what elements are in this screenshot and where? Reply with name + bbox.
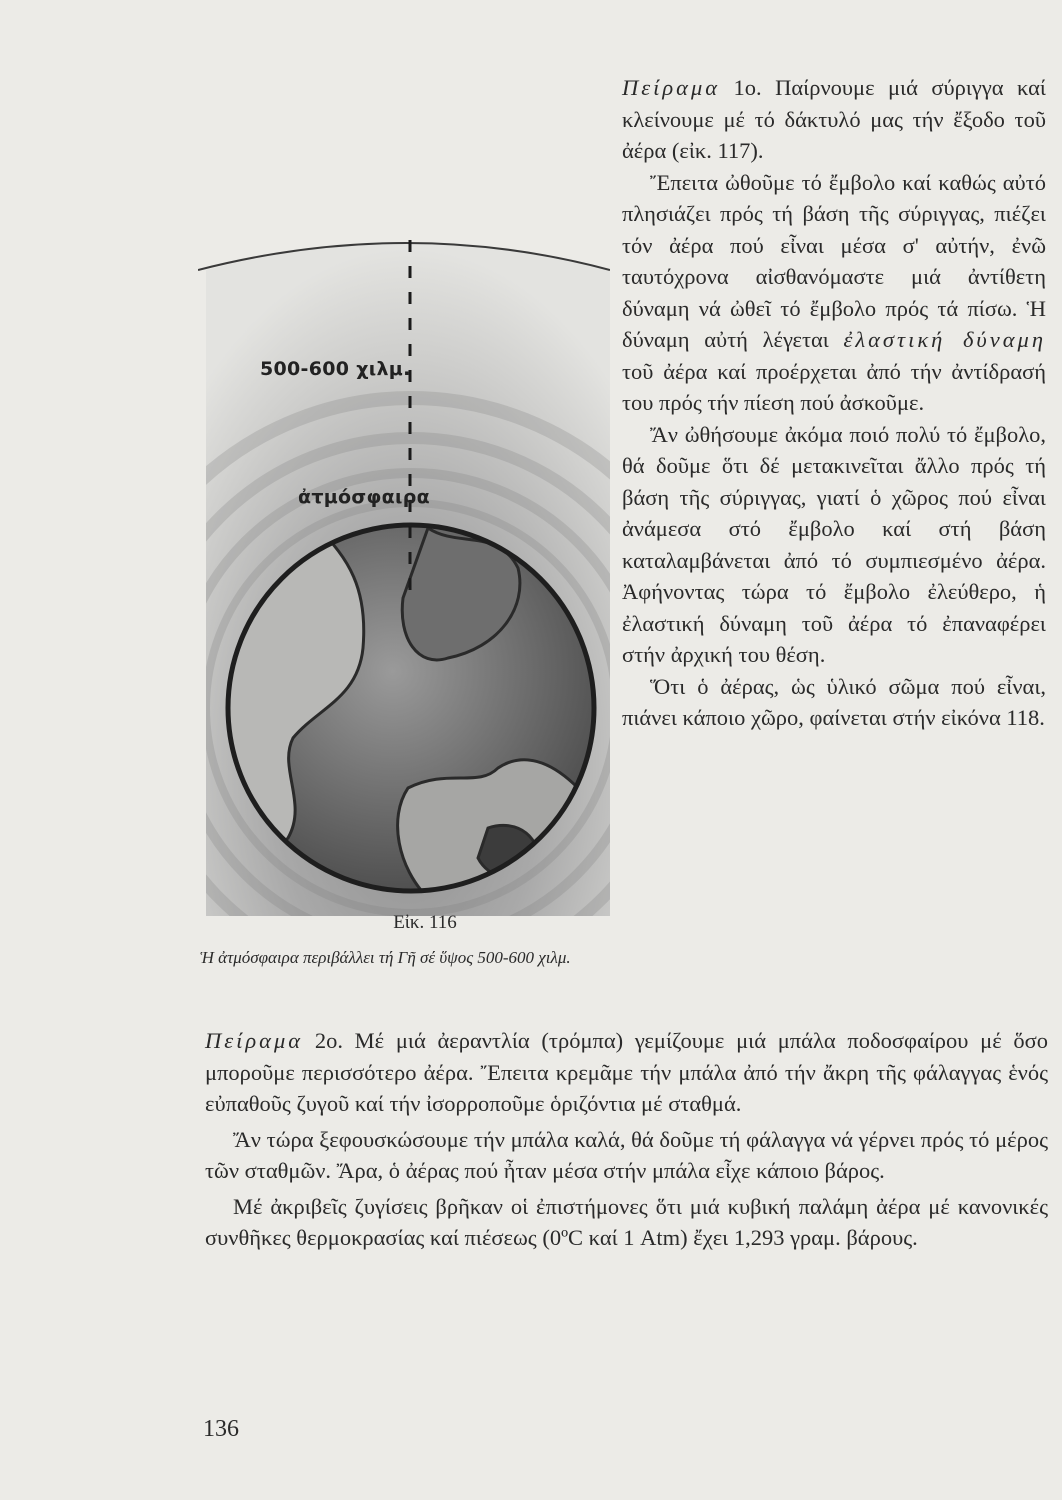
experiment-1-text: 1ο. Παίρνουμε μιά σύριγγα καί κλείνουμε μέ τό δάκτυλό μας τήν ἔξοδο τοῦ ἀέρα (εἰκ. 117). <box>622 75 1046 163</box>
right-column-text <box>622 72 1046 734</box>
figure-caption <box>200 912 620 971</box>
experiment-2-paragraph <box>205 1025 1048 1120</box>
full-width-text <box>205 1025 1048 1254</box>
experiment-2-text: 2ο. Μέ μιά ἀεραντλία (τρόμπα) γεμίζουμε μιά μπάλα ποδοσφαίρου μέ ὅσο μποροῦμε περισσότερο ἀέρα. Ἔπειτα κρεμᾶμε τήν μπάλα ἀπό τήν ἄκρη τῆς φάλαγγας ἑνός εὐπαθοῦς ζυγοῦ καί τήν ἰσορροποῦμε ὁριζόντια μέ σταθμά. <box>205 1028 1048 1116</box>
earth-atmosphere-figure <box>198 228 610 916</box>
elastic-force-text-after: τοῦ ἀέρα καί προέρχεται ἀπό τήν ἀντίδρασή του πρός τήν πίεση πού ἀσκοῦμε. <box>622 358 1046 415</box>
altitude-label: 500-600 χιλμ. <box>260 358 411 380</box>
atmosphere-label: ἀτμόσφαιρα <box>298 486 430 508</box>
experiment-1-lead: Πείραμα <box>622 75 721 100</box>
earth-atmosphere-illustration <box>198 228 610 916</box>
experiment-2-lead: Πείραμα <box>205 1028 304 1053</box>
air-occupies-space-paragraph: Ὅτι ὁ ἀέρας, ὡς ὑλικό σῶμα πού εἶναι, πιάνει κάποιο χῶρο, φαίνεται στήν εἰκόνα 118. <box>622 673 1046 730</box>
deflate-ball-paragraph: Ἄν τώρα ξεφουσκώσουμε τήν μπάλα καλά, θά δοῦμε τή φάλαγγα νά γέρνει πρός τό μέρος τῶν σταθμῶν. Ἄρα, ὁ ἀέρας πού ἦταν μέσα στήν μπάλα εἶχε κάποιο βάρος. <box>205 1126 1048 1183</box>
elastic-force-term: ἐλαστική δύναμη <box>843 327 1046 352</box>
air-weight-paragraph: Μέ ἀκριβεῖς ζυγίσεις βρῆκαν οἱ ἐπιστήμονες ὅτι μιά κυβική παλάμη ἀέρα μέ κανονικές συνθῆκες θερμοκρασίας καί πιέσεως (0ºC καί 1 Atm) ἔχει 1,293 γραμ. βάρους. <box>205 1193 1048 1250</box>
figure-description: Ἡ ἀτμόσφαιρα περιβάλλει τή Γῆ σέ ὕψος 500-600 χιλμ. <box>200 948 571 967</box>
elastic-force-text-before: Ἔπειτα ὠθοῦμε τό ἔμβολο καί καθώς αὐτό πλησιάζει πρός τή βάση τῆς σύριγγας, πιέζει τόν ἀέρα πού εἶναι μέσα σ' αὐτήν, ἐνῶ ταυτόχρονα αἰσθανόμαστε μιά ἀντίθετη δύναμη νά ὠθεῖ τό ἔμβολο πρός τά πίσω. Ἡ δύναμη αὐτή λέγεται <box>622 169 1046 352</box>
figure-number: Εἰκ. 116 <box>393 912 457 933</box>
compression-paragraph: Ἄν ὠθήσουμε ἀκόμα ποιό πολύ τό ἔμβολο, θά δοῦμε ὅτι δέ μετακινεῖται ἄλλο πρός τή βάση τῆς σύριγγας, γιατί ὁ χῶρος πού εἶναι ἀνάμεσα στό ἔμβολο καί στή βάση καταλαμβάνεται ἀπό τό συμπιεσμένο ἀέρα. Ἀφήνοντας τώρα τό ἔμβολο ἐλεύθερο, ἡ ἐλαστική δύναμη τοῦ ἀέρα τό ἐπαναφέρει στήν ἀρχική του θέση. <box>622 421 1046 667</box>
experiment-1-paragraph <box>622 72 1046 167</box>
elastic-force-paragraph <box>622 167 1046 419</box>
page-number: 136 <box>203 1416 239 1442</box>
